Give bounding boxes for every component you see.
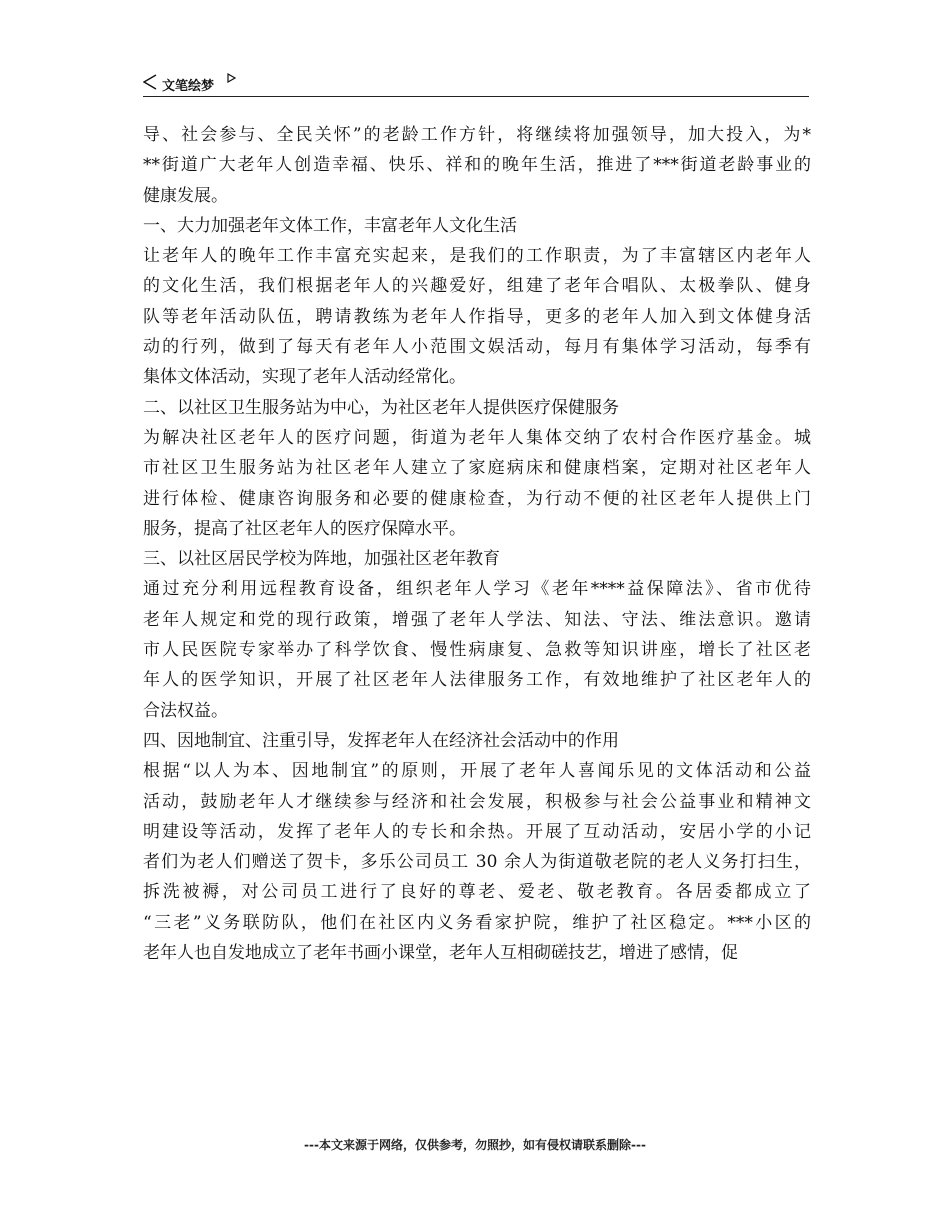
- text-line: 者们为老人们赠送了贺卡，多乐公司员工 30 余人为街道敬老院的老人义务打扫生，: [143, 852, 811, 873]
- text-line: 拆洗被褥，对公司员工进行了良好的尊老、爱老、敬老教育。各居委都成立了: [143, 882, 811, 903]
- text-line: 老年人也自发地成立了老年书画小课堂，老年人互相砌磋技艺，增进了感情，促: [143, 943, 738, 964]
- triangle-right-icon: [227, 73, 236, 83]
- document-body: [143, 120, 811, 968]
- text-line: 合法权益。: [143, 700, 228, 721]
- text-line: 二、以社区卫生服务站为中心，为社区老年人提供医疗保健服务: [143, 397, 619, 418]
- text-line: 健康发展。: [143, 185, 228, 206]
- text-line: “三老”义务联防队，他们在社区内义务看家护院，维护了社区稳定。***小区的: [143, 912, 811, 933]
- text-line: **街道广大老年人创造幸福、快乐、祥和的晚年生活，推进了***街道老龄事业的: [143, 155, 811, 176]
- text-line: 根据“以人为本、因地制宜”的原则，开展了老年人喜闻乐见的文体活动和公益: [143, 761, 811, 782]
- header-brand: 文笔绘梦: [162, 79, 215, 94]
- footer-disclaimer: ---本文来源于网络，仅供参考，勿照抄，如有侵权请联系删除---: [304, 1138, 646, 1152]
- page-header: [143, 70, 809, 97]
- text-line: 队等老年活动队伍，聘请教练为老年人作指导，更多的老年人加入到文体健身活: [143, 306, 811, 327]
- text-line: 市社区卫生服务站为社区老年人建立了家庭病床和健康档案，定期对社区老年人: [143, 458, 811, 479]
- text-line: 动的行列，做到了每天有老年人小范围文娱活动，每月有集体学习活动，每季有: [143, 337, 811, 358]
- text-line: 一、大力加强老年文体工作，丰富老年人文化生活: [143, 215, 517, 236]
- text-line: 让老年人的晚年工作丰富充实起来，是我们的工作职责，为了丰富辖区内老年人: [143, 246, 811, 267]
- text-line: 通过充分利用远程教育设备，组织老年人学习《老年****益保障法》、省市优待: [143, 579, 811, 600]
- text-line: 市人民医院专家举办了科学饮食、慢性病康复、急救等知识讲座，增长了社区老: [143, 640, 811, 661]
- text-line: 服务，提高了社区老年人的医疗保障水平。: [143, 518, 466, 539]
- text-line: 的文化生活，我们根据老年人的兴趣爱好，组建了老年合唱队、太极拳队、健身: [143, 276, 811, 297]
- text-line: 三、以社区居民学校为阵地，加强社区老年教育: [143, 549, 500, 570]
- triangle-left-icon: [143, 74, 157, 90]
- text-line: 活动，鼓励老年人才继续参与经济和社会发展，积极参与社会公益事业和精神文: [143, 791, 811, 812]
- text-line: 明建设等活动，发挥了老年人的专长和余热。开展了互动活动，安居小学的小记: [143, 821, 811, 842]
- text-line: 老年人规定和党的现行政策，增强了老年人学法、知法、守法、维法意识。邀请: [143, 609, 811, 630]
- text-line: 为解决社区老年人的医疗问题，街道为老年人集体交纳了农村合作医疗基金。城: [143, 427, 811, 448]
- text-line: 集体文体活动，实现了老年人活动经常化。: [143, 367, 466, 388]
- text-line: 四、因地制宜、注重引导，发挥老年人在经济社会活动中的作用: [143, 730, 619, 751]
- text-line: 进行体检、健康咨询服务和必要的健康检查，为行动不便的社区老年人提供上门: [143, 488, 811, 509]
- text-line: 年人的医学知识，开展了社区老年人法律服务工作，有效地维护了社区老年人的: [143, 670, 811, 691]
- text-line: 导、社会参与、全民关怀”的老龄工作方针，将继续将加强领导，加大投入，为*: [143, 125, 811, 145]
